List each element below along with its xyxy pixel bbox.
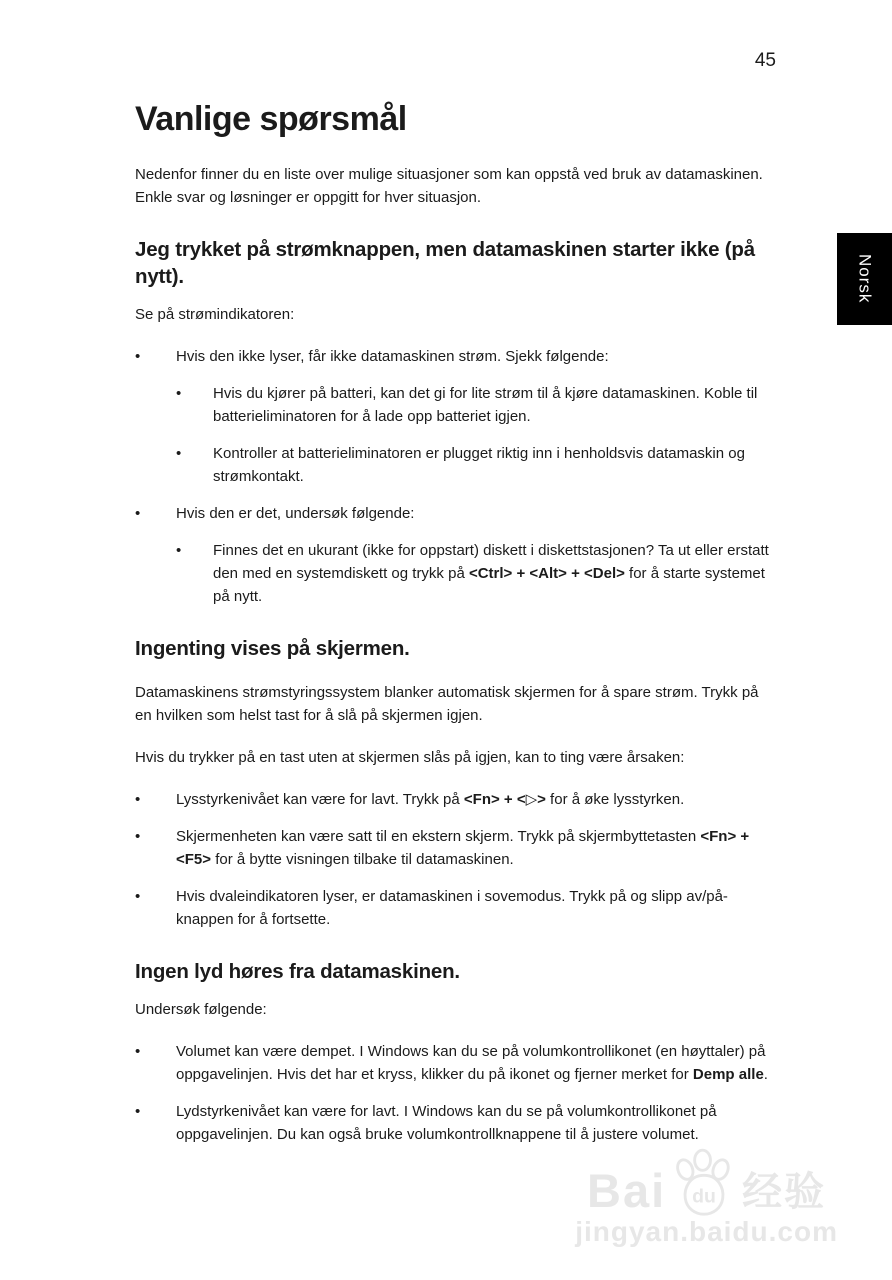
- bullet-icon: •: [135, 888, 141, 906]
- section-paragraph: Datamaskinens strømstyringssystem blanker automatisk skjermen for å spare strøm. Trykk på en hvilken som helst tast for å slå på skjermen igjen.: [135, 684, 759, 725]
- list-item-text: [213, 539, 777, 608]
- list-item-text: [176, 825, 777, 871]
- section-heading: Ingenting vises på skjermen.: [135, 637, 410, 661]
- list-item: [135, 345, 777, 368]
- list-item: [176, 442, 777, 488]
- text-segment: Volumet kan være dempet. I Windows kan du se på volumkontrollikonet (en høyttaler) på oppgavelinjen. Hvis det har et kryss, klikker du på ikonet og fjerner merket for: [176, 1043, 766, 1084]
- list-item: [176, 382, 777, 428]
- bullet-icon: •: [135, 1103, 141, 1121]
- list-item: [135, 885, 777, 931]
- baidu-logo-text-bai: Bai: [587, 1164, 667, 1217]
- section-no-sound: [135, 958, 777, 1146]
- bullet-list: [135, 345, 777, 608]
- bullet-icon: •: [176, 445, 182, 463]
- list-item-text: Hvis dvaleindikatoren lyser, er datamaskinen i sovemodus. Trykk på og slipp av/på-knappen for å fortsette.: [176, 888, 728, 929]
- language-tab-label: Norsk: [855, 254, 875, 304]
- list-item: [176, 539, 777, 608]
- list-item-text: [176, 1040, 777, 1086]
- text-segment: .: [763, 1066, 768, 1084]
- baidu-logo: [575, 1148, 838, 1217]
- section-power-button: [135, 236, 777, 608]
- bullet-icon: •: [176, 385, 182, 403]
- text-segment: Lysstyrkenivået kan være for lavt. Trykk på: [176, 791, 464, 809]
- list-item: [135, 1040, 777, 1086]
- bullet-icon: •: [135, 828, 141, 846]
- keyboard-shortcut: <Fn> + <▷>: [463, 791, 546, 809]
- list-item-text: Lydstyrkenivået kan være for lavt. I Windows kan du se på volumkontrollikonet på oppgavelinjen. Du kan også bruke volumkontrollknappene til å justere volumet.: [176, 1103, 717, 1144]
- list-item-text: Hvis du kjører på batteri, kan det gi for lite strøm til å kjøre datamaskinen. Koble til batterieliminatoren for å lade opp batteriet igjen.: [213, 385, 758, 426]
- keyboard-shortcut: <Fn> + <F5>: [176, 828, 750, 869]
- text-segment: for å bytte visningen tilbake til datamaskinen.: [211, 851, 514, 869]
- svg-text:du: du: [692, 1185, 717, 1208]
- baidu-logo-text-jingyan: 经验: [742, 1170, 827, 1214]
- text-segment: Skjermenheten kan være satt til en ekstern skjerm. Trykk på skjermbyttetasten: [176, 828, 701, 846]
- list-item: [135, 1100, 777, 1146]
- bullet-icon: •: [135, 505, 141, 523]
- list-item-text: Kontroller at batterieliminatoren er plugget riktig inn i henholdsvis datamaskin og strømkontakt.: [213, 445, 745, 486]
- page-title: Vanlige spørsmål: [135, 100, 407, 138]
- list-item-text: Hvis den ikke lyser, får ikke datamaskinen strøm. Sjekk følgende:: [176, 348, 609, 366]
- ui-option-name: Demp alle: [692, 1066, 764, 1084]
- list-item: [135, 788, 777, 811]
- section-lead: Undersøk følgende:: [135, 1001, 267, 1019]
- bullet-icon: •: [135, 348, 141, 366]
- list-item: [135, 825, 777, 871]
- bullet-list: [135, 788, 777, 931]
- text-segment: Finnes det en ukurant (ikke for oppstart) diskett i diskettstasjonen? Ta ut eller erstatt den med en systemdiskett og trykk på: [213, 542, 769, 583]
- language-tab-norsk: [837, 233, 892, 325]
- section-blank-screen: [135, 635, 777, 931]
- section-paragraph: Hvis du trykker på en tast uten at skjermen slås på igjen, kan to ting være årsaken:: [135, 749, 685, 767]
- keyboard-shortcut: <Ctrl> + <Alt> + <Del>: [468, 565, 625, 583]
- text-segment: for å øke lysstyrken.: [545, 791, 685, 809]
- section-heading: Jeg trykket på strømknappen, men datamaskinen starter ikke (på nytt).: [135, 238, 755, 289]
- bullet-icon: •: [135, 1043, 141, 1061]
- intro-paragraph: Nedenfor finner du en liste over mulige situasjoner som kan oppstå ved bruk av datamaskinen. Enkle svar og løsninger er oppgitt for hver situasjon.: [135, 166, 763, 207]
- page-number: 45: [754, 50, 776, 71]
- bullet-icon: •: [176, 542, 182, 560]
- section-heading: Ingen lyd høres fra datamaskinen.: [135, 960, 460, 984]
- bullet-list: [135, 1040, 777, 1146]
- list-item-text: [176, 788, 777, 811]
- text-segment: for å starte systemet på nytt.: [213, 565, 765, 606]
- baidu-paw-icon: [668, 1148, 740, 1220]
- list-item: [135, 502, 777, 525]
- bullet-icon: •: [135, 791, 141, 809]
- section-lead: Se på strømindikatoren:: [135, 306, 295, 324]
- list-item-text: Hvis den er det, undersøk følgende:: [176, 505, 415, 523]
- baidu-watermark: [575, 1148, 838, 1246]
- baidu-watermark-url: jingyan.baidu.com: [575, 1216, 838, 1247]
- page-content: [135, 0, 777, 1146]
